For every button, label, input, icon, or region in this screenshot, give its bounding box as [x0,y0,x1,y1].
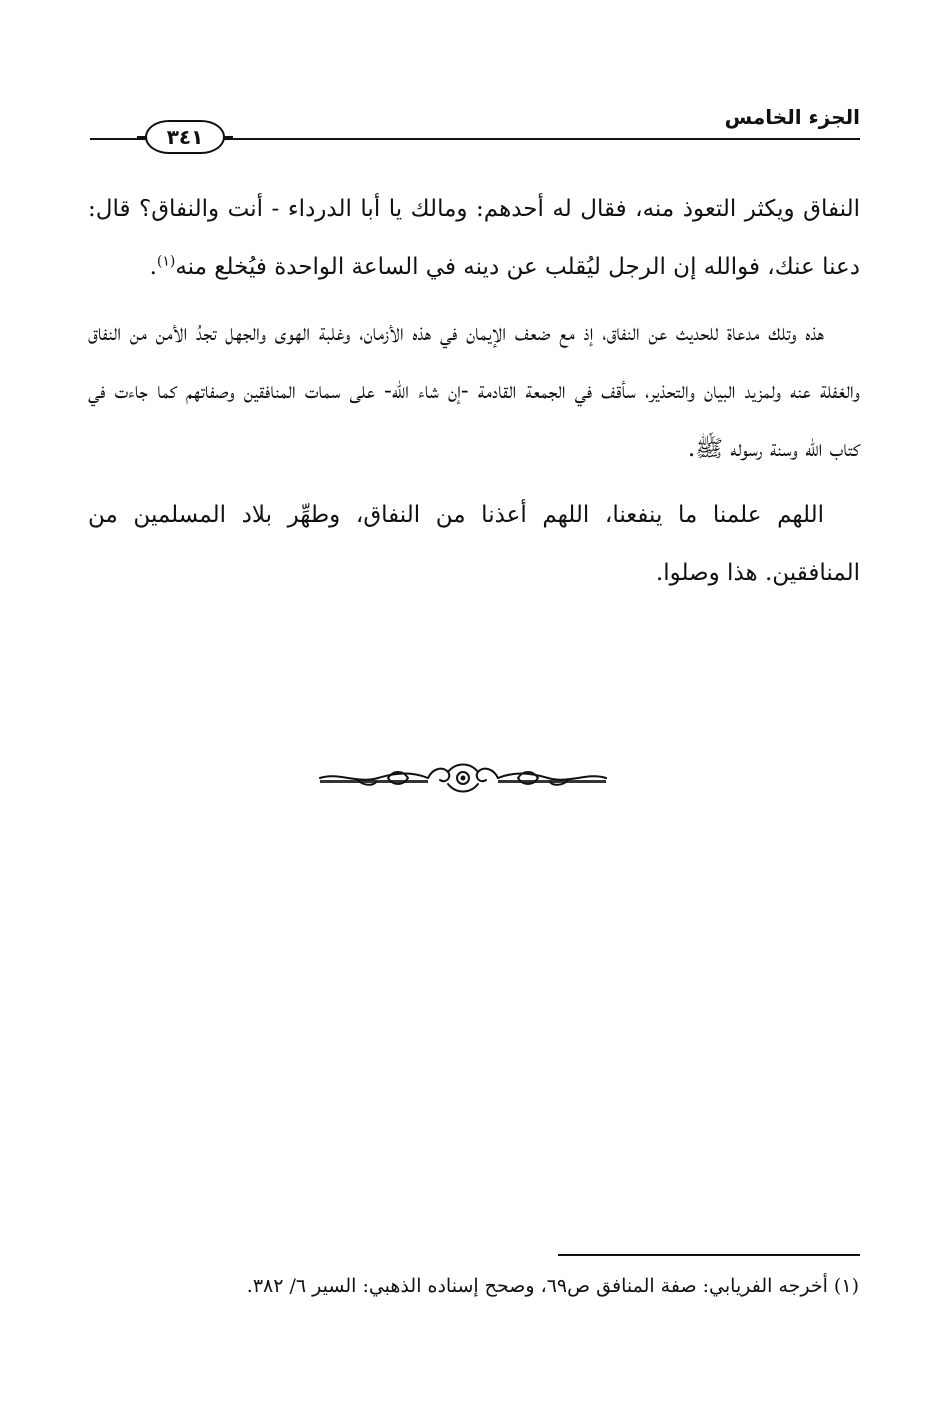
paragraph-3: اللهم علمنا ما ينفعنا، اللهم أعذنا من النفاق، وطهِّر بلاد المسلمين من المنافقين. هذا وصلوا. [88,502,860,586]
paragraph-1-ending: . [149,254,157,280]
decorative-divider-icon [318,758,608,798]
paragraph-1 [88,180,860,296]
paragraph-2: هذه وتلك مدعاة للحديث عن النفاق، إذ مع ضعف الإيمان في هذه الأزمان، وغلبة الهوى والجهل تجدُ الأمن من النفاق والغفلة عنه ولمزيد البيان والتحذير، سأقف في الجمعة القادمة -إن شاء الله- على سمات المنافقين وصفاتهم كما جاءت في كتاب الله وسنة رسوله ﷺ. [88,320,860,462]
paragraph-1-text: النفاق ويكثر التعوذ منه، فقال له أحدهم: ومالك يا أبا الدرداء - أنت والنفاق؟ قال: دعنا عنك، فوالله إن الرجل ليُقلب عن دينه في الساعة الواحدة فيُخلع منه [88,196,860,280]
body-text [88,180,860,610]
footnote-rule [558,1254,860,1256]
footnote-marker: (١) [156,253,176,270]
page-header [90,96,860,156]
footnote-1: (١) أخرجه الفريابي: صفة المنافق ص٦٩، وصحح إسناده الذهبي: السير ٦/ ٣٨٢. [246,1275,859,1297]
page-number: ٣٤١ [145,120,225,154]
running-title: الجزء الخامس [724,105,860,129]
